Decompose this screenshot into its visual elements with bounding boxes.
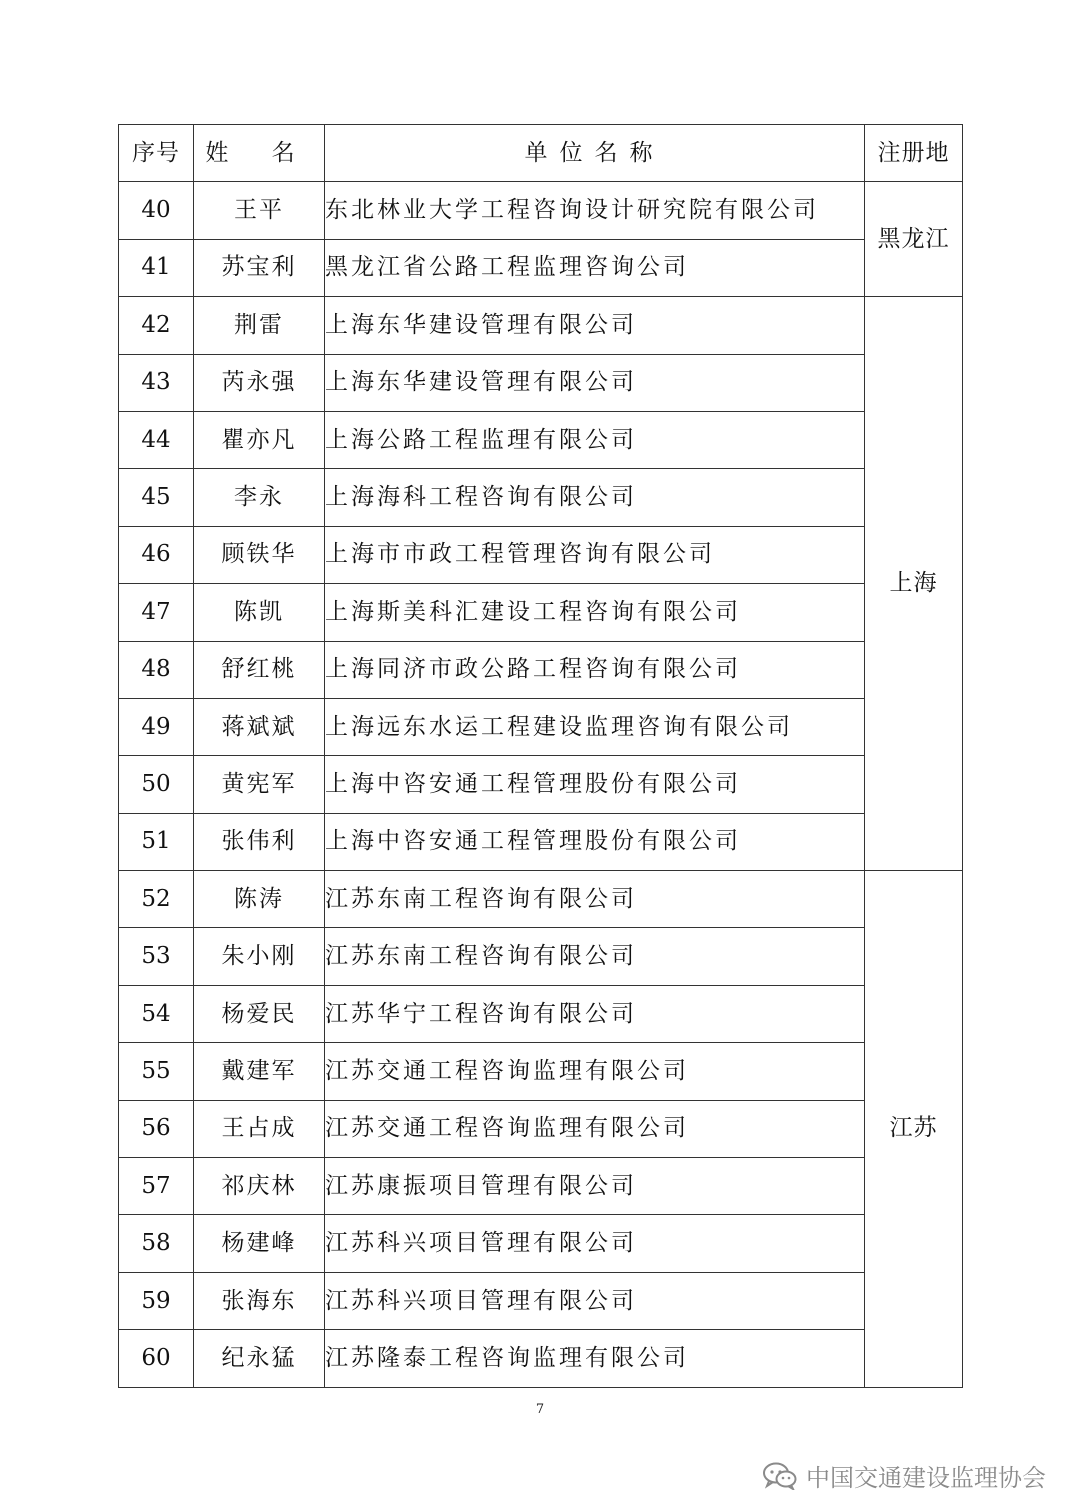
unit-name: 上海东华建设管理有限公司 (325, 354, 865, 411)
unit-name: 上海斯美科汇建设工程咨询有限公司 (325, 584, 865, 641)
unit-name: 黑龙江省公路工程监理咨询公司 (325, 239, 865, 296)
row-number: 41 (119, 239, 194, 296)
row-number: 56 (119, 1100, 194, 1157)
row-number: 49 (119, 698, 194, 755)
unit-name: 江苏交通工程咨询监理有限公司 (325, 1100, 865, 1157)
table-row (119, 985, 963, 1042)
person-name: 张海东 (194, 1272, 325, 1329)
unit-name: 江苏东南工程咨询有限公司 (325, 871, 865, 928)
person-name: 陈凯 (194, 584, 325, 641)
wechat-icon (762, 1462, 798, 1490)
table-row (119, 1100, 963, 1157)
row-number: 60 (119, 1330, 194, 1387)
header-unit: 单位名称 (325, 125, 865, 182)
row-number: 55 (119, 1043, 194, 1100)
region-cell: 上海 (865, 297, 963, 871)
page-number: 7 (535, 1402, 545, 1417)
table-row (119, 871, 963, 928)
row-number: 51 (119, 813, 194, 870)
row-number: 59 (119, 1272, 194, 1329)
header-region: 注册地 (865, 125, 963, 182)
row-number: 44 (119, 411, 194, 468)
table-row (119, 469, 963, 526)
row-number: 58 (119, 1215, 194, 1272)
table-row (119, 526, 963, 583)
table-row (119, 1158, 963, 1215)
person-name: 芮永强 (194, 354, 325, 411)
row-number: 57 (119, 1158, 194, 1215)
person-name: 舒红桃 (194, 641, 325, 698)
person-name: 王占成 (194, 1100, 325, 1157)
table-row (119, 698, 963, 755)
row-number: 52 (119, 871, 194, 928)
table-row (119, 756, 963, 813)
row-number: 42 (119, 297, 194, 354)
table-row (119, 1043, 963, 1100)
row-number: 54 (119, 985, 194, 1042)
table-row (119, 411, 963, 468)
table-body (119, 182, 963, 1387)
unit-name: 上海东华建设管理有限公司 (325, 297, 865, 354)
table-row (119, 354, 963, 411)
region-cell: 黑龙江 (865, 182, 963, 297)
row-number: 46 (119, 526, 194, 583)
watermark (762, 1458, 1046, 1493)
row-number: 40 (119, 182, 194, 239)
row-number: 45 (119, 469, 194, 526)
table-header-row (119, 125, 963, 182)
person-name: 戴建军 (194, 1043, 325, 1100)
person-name: 张伟利 (194, 813, 325, 870)
person-name: 蒋斌斌 (194, 698, 325, 755)
person-name: 陈涛 (194, 871, 325, 928)
row-number: 53 (119, 928, 194, 985)
table-row (119, 813, 963, 870)
header-number: 序号 (119, 125, 194, 182)
unit-name: 上海远东水运工程建设监理咨询有限公司 (325, 698, 865, 755)
table-row (119, 239, 963, 296)
unit-name: 上海公路工程监理有限公司 (325, 411, 865, 468)
row-number: 50 (119, 756, 194, 813)
unit-name: 江苏交通工程咨询监理有限公司 (325, 1043, 865, 1100)
table-row (119, 297, 963, 354)
table-row (119, 1272, 963, 1329)
person-name: 朱小刚 (194, 928, 325, 985)
watermark-text: 中国交通建设监理协会 (806, 1464, 1046, 1492)
row-number: 48 (119, 641, 194, 698)
person-name: 祁庆林 (194, 1158, 325, 1215)
unit-name: 东北林业大学工程咨询设计研究院有限公司 (325, 182, 865, 239)
unit-name: 江苏科兴项目管理有限公司 (325, 1215, 865, 1272)
unit-name: 江苏东南工程咨询有限公司 (325, 928, 865, 985)
registration-table (118, 124, 963, 1388)
person-name: 李永 (194, 469, 325, 526)
unit-name: 上海中咨安通工程管理股份有限公司 (325, 813, 865, 870)
table-row (119, 928, 963, 985)
unit-name: 上海中咨安通工程管理股份有限公司 (325, 756, 865, 813)
region-cell: 江苏 (865, 871, 963, 1388)
table-row (119, 641, 963, 698)
row-number: 47 (119, 584, 194, 641)
unit-name: 江苏隆泰工程咨询监理有限公司 (325, 1330, 865, 1387)
person-name: 苏宝利 (194, 239, 325, 296)
unit-name: 上海海科工程咨询有限公司 (325, 469, 865, 526)
person-name: 杨建峰 (194, 1215, 325, 1272)
person-name: 杨爱民 (194, 985, 325, 1042)
unit-name: 江苏科兴项目管理有限公司 (325, 1272, 865, 1329)
table-row (119, 584, 963, 641)
table-row (119, 182, 963, 239)
person-name: 顾铁华 (194, 526, 325, 583)
person-name: 荆雷 (194, 297, 325, 354)
unit-name: 江苏华宁工程咨询有限公司 (325, 985, 865, 1042)
person-name: 黄宪军 (194, 756, 325, 813)
header-name: 姓 名 (194, 125, 325, 182)
person-name: 纪永猛 (194, 1330, 325, 1387)
person-name: 王平 (194, 182, 325, 239)
unit-name: 江苏康振项目管理有限公司 (325, 1158, 865, 1215)
table-row (119, 1330, 963, 1387)
unit-name: 上海同济市政公路工程咨询有限公司 (325, 641, 865, 698)
row-number: 43 (119, 354, 194, 411)
unit-name: 上海市市政工程管理咨询有限公司 (325, 526, 865, 583)
person-name: 瞿亦凡 (194, 411, 325, 468)
table-row (119, 1215, 963, 1272)
